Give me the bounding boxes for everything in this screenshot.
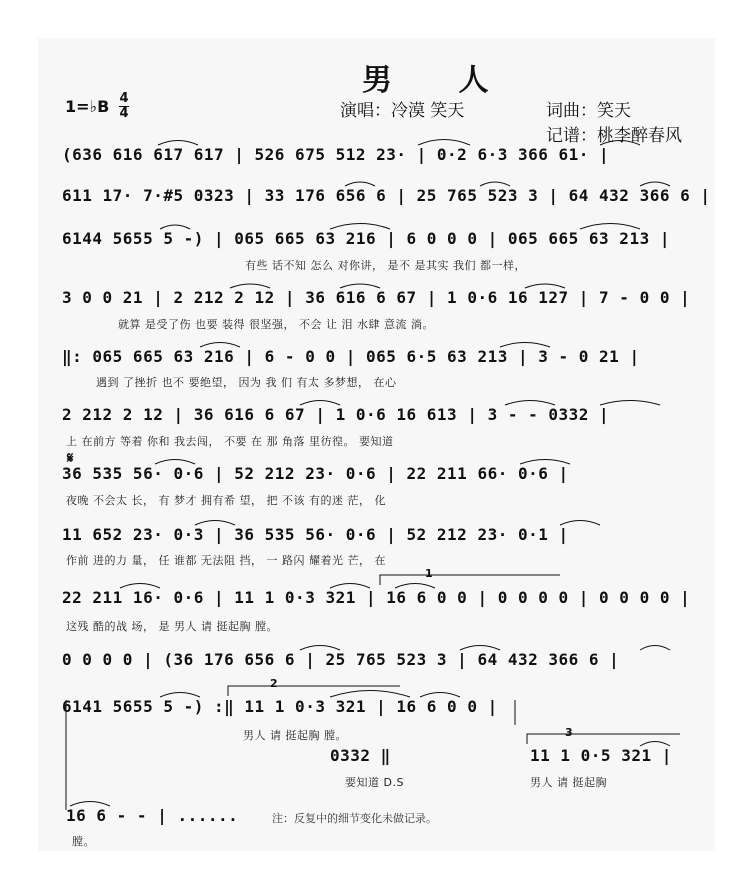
score-row-11: 6141 5655 5 -) :‖ 11 1 0·3 321 | 16 6 0 0 | bbox=[62, 697, 498, 716]
score-row-9: 22 211 16· 0·6 | 11 1 0·3 321 | 16 6 0 0 | 0 0 0 0 | 0 0 0 0 | bbox=[62, 588, 691, 607]
time-signature-top: 4 bbox=[119, 91, 129, 106]
lyrics-row-7: 夜晚 不会太 长， 有 梦才 拥有希 望， 把 不该 有的迷 茫， 化 bbox=[66, 494, 386, 507]
lyrics-row-5: 遇到 了挫折 也不 要绝望， 因为 我 们 有太 多梦想， 在心 bbox=[96, 376, 397, 389]
slur bbox=[480, 182, 510, 186]
score-row-1: (636 616 617 617 | 526 675 512 23· | 0·2 6·3 366 61· | bbox=[62, 145, 610, 164]
slur bbox=[160, 225, 190, 229]
score-row-3: 6144 5655 5 -) | 065 665 63 216 | 6 0 0 0 | 065 665 63 213 | bbox=[62, 229, 670, 248]
slur bbox=[460, 646, 500, 651]
key-signature: 1=♭B bbox=[65, 97, 110, 116]
lyrics-row-13: 男人 请 挺起胸 bbox=[530, 776, 607, 789]
time-signature-bottom: 4 bbox=[119, 106, 129, 121]
slur bbox=[525, 284, 565, 288]
slur bbox=[200, 343, 240, 348]
slur bbox=[230, 284, 270, 288]
slur bbox=[600, 401, 660, 406]
slur bbox=[580, 224, 640, 230]
slur bbox=[330, 584, 370, 589]
score-row-8: 11 652 23· 0·3 | 36 535 56· 0·6 | 52 212 23· 0·1 | bbox=[62, 525, 569, 544]
slur bbox=[640, 646, 670, 651]
score-row-14: 16 6 - - | ...... bbox=[66, 806, 239, 825]
volta-1-label: 1 bbox=[425, 567, 433, 580]
slur bbox=[330, 691, 410, 698]
slur bbox=[195, 521, 235, 526]
segno-sign: 𝄋 bbox=[67, 449, 74, 467]
lyrics-row-9: 这残 酷的战 场， 是 男人 请 挺起胸 膛。 bbox=[66, 620, 278, 633]
slur bbox=[155, 460, 195, 465]
score-row-12: 0332 ‖ bbox=[330, 746, 391, 765]
slur bbox=[300, 401, 340, 406]
slur bbox=[640, 182, 670, 186]
lyricist-composer-credit: 词曲：笑天 bbox=[546, 101, 631, 121]
slur bbox=[330, 224, 390, 230]
slur bbox=[418, 140, 470, 146]
singer-credit: 演唱：冷漠 笑天 bbox=[340, 101, 465, 121]
slur bbox=[505, 401, 555, 406]
footnote: 注：反复中的细节变化未做记录。 bbox=[272, 812, 437, 825]
volta-1-bracket bbox=[380, 575, 560, 585]
score-row-4: 3 0 0 21 | 2 212 2 12 | 36 616 6 67 | 1 0·6 16 127 | 7 - 0 0 | bbox=[62, 288, 691, 307]
transcriber-credit: 记谱：桃李醉春风 bbox=[546, 126, 682, 146]
slur bbox=[600, 141, 640, 146]
slur bbox=[120, 584, 160, 589]
lyrics-row-12: 要知道 D.S bbox=[345, 776, 404, 789]
slur bbox=[640, 742, 670, 747]
lyrics-row-3: 有些 话不知 怎么 对你讲， 是不 是其实 我们 都一样， bbox=[245, 259, 526, 272]
score-row-10: 0 0 0 0 | (36 176 656 6 | 25 765 523 3 | 64 432 366 6 | bbox=[62, 650, 620, 669]
volta-2-label: 2 bbox=[270, 677, 278, 690]
slur bbox=[345, 182, 375, 186]
slur bbox=[70, 802, 110, 807]
slur bbox=[160, 693, 200, 698]
score-row-13: 11 1 0·5 321 | bbox=[530, 746, 672, 765]
slur bbox=[560, 521, 600, 526]
slur bbox=[340, 284, 380, 288]
slur bbox=[520, 460, 570, 465]
slur bbox=[395, 584, 435, 589]
lyrics-row-4: 就算 是受了伤 也要 装得 很坚强， 不会 让 泪 水肆 意流 淌。 bbox=[118, 318, 434, 331]
slur bbox=[420, 693, 460, 698]
slur bbox=[500, 343, 550, 348]
song-title: 男 人 bbox=[362, 63, 517, 98]
volta-3-label: 3 bbox=[565, 726, 573, 739]
lyrics-row-6: 上 在前方 等着 你和 我去闯， 不要 在 那 角落 里彷徨。 要知道 bbox=[66, 435, 394, 448]
slur bbox=[300, 646, 340, 651]
lyrics-row-11: 男人 请 挺起胸 膛。 bbox=[243, 729, 347, 742]
slur bbox=[158, 141, 198, 146]
score-row-7: 36 535 56· 0·6 | 52 212 23· 0·6 | 22 211 66· 0·6 | bbox=[62, 464, 569, 483]
score-row-5: ‖: 065 665 63 216 | 6 - 0 0 | 065 6·5 63 213 | 3 - 0 21 | bbox=[62, 347, 640, 366]
lyrics-row-8: 作前 进的力 量， 任 谁都 无法阻 挡， 一 路闪 耀着光 芒， 在 bbox=[66, 554, 386, 567]
score-row-2: 611 17· 7·#5 0323 | 33 176 656 6 | 25 765 523 3 | 64 432 366 6 | bbox=[62, 186, 711, 205]
score-row-6: 2 212 2 12 | 36 616 6 67 | 1 0·6 16 613 | 3 - - 0332 | bbox=[62, 405, 610, 424]
volta-3-bracket bbox=[527, 734, 680, 744]
lyrics-row-14: 膛。 bbox=[72, 835, 95, 848]
